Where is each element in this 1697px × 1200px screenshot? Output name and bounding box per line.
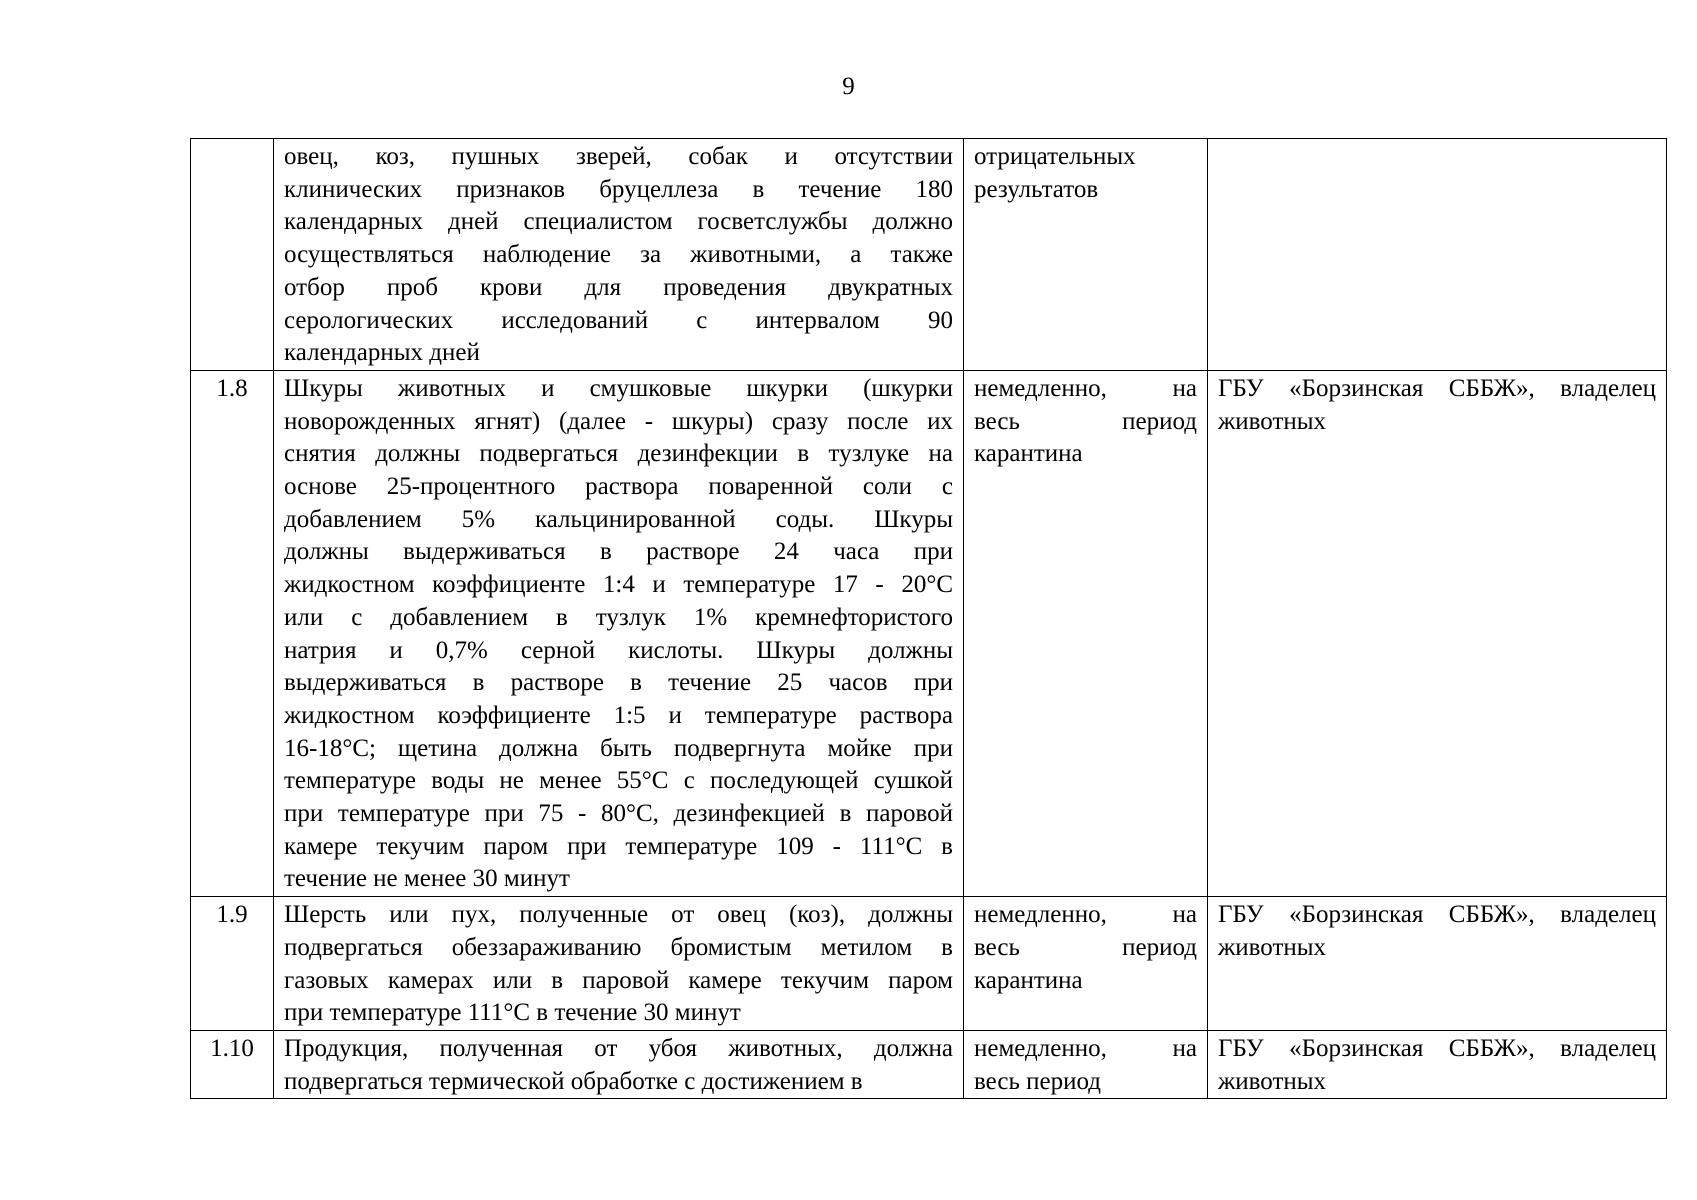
measures-table-body (191, 139, 1667, 1099)
responsible-line: ГБУ «Борзинская СББЖ», владелец (1218, 1034, 1656, 1062)
deadline-cell (964, 897, 1208, 1031)
responsible-line: животных (1218, 407, 1327, 435)
deadline-cell (964, 370, 1208, 896)
deadline-line: немедленно, на (974, 901, 1197, 929)
measure-description-line: клинических признаков бруцеллеза в течение 180 (284, 175, 953, 203)
deadline-line: немедленно, на (974, 374, 1197, 402)
responsible-line: ГБУ «Борзинская СББЖ», владелец (1218, 374, 1656, 402)
responsible-cell (1208, 897, 1667, 1031)
measure-description-line: добавлением 5% кальцинированной соды. Шкуры (284, 505, 953, 533)
measure-description-line: Продукция, полученная от убоя животных, должна (284, 1034, 953, 1062)
measure-description-line: жидкостном коэффициенте 1:5 и температуре раствора (284, 701, 953, 729)
measure-description-line: новорожденных ягнят) (далее - шкуры) сразу после их (284, 407, 953, 435)
deadline-line: карантина (974, 966, 1083, 994)
measure-description-line: подвергаться обеззараживанию бромистым метилом в (284, 933, 953, 961)
deadline-line: отрицательных (974, 143, 1136, 170)
deadline-cell (964, 139, 1208, 371)
measure-description-line: снятия должны подвергаться дезинфекции в тузлуке на (284, 440, 953, 468)
table-row (191, 139, 1667, 371)
responsible-cell (1208, 1030, 1667, 1098)
row-number: 1.9 (216, 901, 248, 929)
measure-description-line: серологических исследований с интервалом 90 (284, 306, 953, 334)
measure-description-line: овец, коз, пушных зверей, собак и отсутствии (284, 143, 953, 170)
measure-description-line: подвергаться термической обработке с достижением в (284, 1067, 863, 1095)
measure-description-line: календарных дней (284, 339, 480, 367)
measure-description-cell (274, 1030, 964, 1098)
row-number-cell (191, 139, 274, 371)
row-number: 1.10 (210, 1034, 254, 1062)
deadline-line: результатов (974, 175, 1099, 203)
deadline-line: немедленно, на (974, 1034, 1197, 1062)
responsible-cell (1208, 139, 1667, 371)
row-number-cell (191, 897, 274, 1031)
page-number: 9 (842, 73, 855, 100)
deadline-line: карантина (974, 440, 1083, 468)
responsible-cell (1208, 370, 1667, 896)
measure-description-cell (274, 897, 964, 1031)
responsible-line: ГБУ «Борзинская СББЖ», владелец (1218, 901, 1656, 929)
measure-description-line: натрия и 0,7% серной кислоты. Шкуры должны (284, 636, 953, 664)
table-row (191, 1030, 1667, 1098)
deadline-line: весь период (974, 1067, 1101, 1095)
measure-description-line: отбор проб крови для проведения двукратных (284, 273, 953, 301)
measure-description-line: камере текучим паром при температуре 109 - 111°С в (284, 832, 953, 860)
measure-description-line: газовых камерах или в паровой камере текучим паром (284, 966, 953, 994)
measure-description-line: температуре воды не менее 55°С с последующей сушкой (284, 767, 953, 795)
row-number-cell (191, 1030, 274, 1098)
measure-description-line: течение не менее 30 минут (284, 865, 570, 893)
measure-description-line: при температуре при 75 - 80°С, дезинфекцией в паровой (284, 800, 953, 828)
measure-description-cell (274, 139, 964, 371)
measure-description-line: осуществляться наблюдение за животными, а также (284, 241, 953, 269)
measure-description-line: или с добавлением в тузлук 1% кремнефтористого (284, 603, 953, 631)
deadline-cell (964, 1030, 1208, 1098)
measure-description-cell (274, 370, 964, 896)
table-row (191, 897, 1667, 1031)
measure-description-line: выдерживаться в растворе в течение 25 часов при (284, 669, 953, 697)
measure-description-line: жидкостном коэффициенте 1:4 и температуре 17 - 20°С (284, 571, 953, 599)
deadline-line: весь период (974, 933, 1197, 961)
row-number-cell (191, 370, 274, 896)
measure-description-line: Шерсть или пух, полученные от овец (коз), должны (284, 901, 953, 929)
measure-description-line: при температуре 111°С в течение 30 минут (284, 999, 741, 1027)
measure-description-line: календарных дней специалистом госветслужбы должно (284, 208, 953, 236)
measure-description-line: основе 25-процентного раствора поваренной соли с (284, 473, 953, 501)
deadline-line: весь период (974, 407, 1197, 435)
measures-table (190, 138, 1667, 1099)
measure-description-line: Шкуры животных и смушковые шкурки (шкурки (284, 374, 953, 402)
responsible-line: животных (1218, 933, 1327, 961)
measure-description-line: 16-18°С; щетина должна быть подвергнута мойке при (284, 734, 953, 762)
responsible-line: животных (1218, 1067, 1327, 1095)
row-number: 1.8 (216, 374, 248, 402)
table-row (191, 370, 1667, 896)
measure-description-line: должны выдерживаться в растворе 24 часа при (284, 538, 953, 566)
